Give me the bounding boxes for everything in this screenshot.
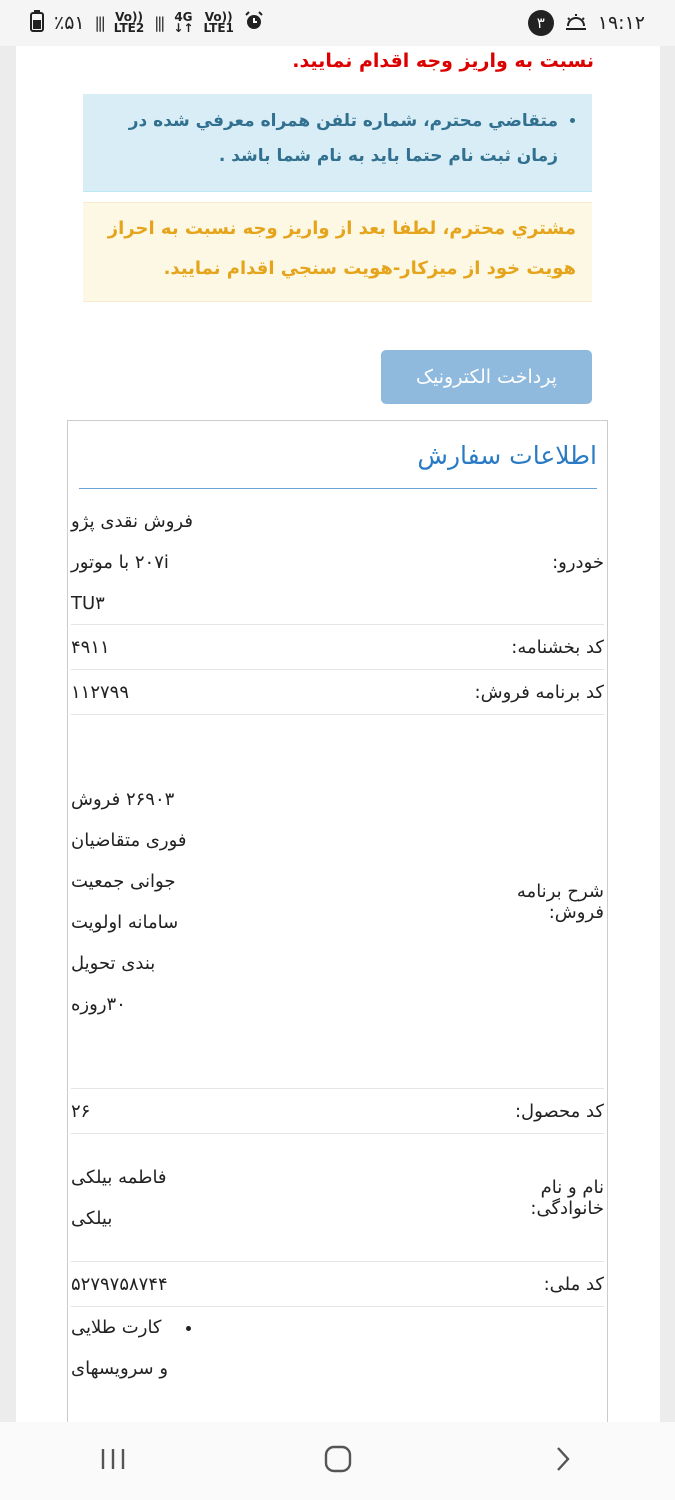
info-alert xyxy=(83,94,592,192)
row-value: فاطمه بیلکی بیلکی xyxy=(71,1166,167,1229)
info-alert-list xyxy=(99,104,576,174)
title-divider xyxy=(79,488,597,489)
table-row-full-name xyxy=(71,1134,604,1262)
back-button[interactable] xyxy=(523,1431,603,1491)
page-content xyxy=(16,46,660,1422)
sim2-label: Vo)) LTE2 xyxy=(113,10,145,35)
row-label: نام و نام خانوادگی: xyxy=(530,1176,604,1219)
recent-apps-button[interactable] xyxy=(73,1431,153,1491)
deposit-notice: نسبت به واريز وجه اقدام نماييد. xyxy=(292,50,594,72)
row-value: فروش نقدی پژو ۲۰۷i با موتور TU۳ xyxy=(71,511,193,614)
recent-apps-icon xyxy=(99,1447,127,1475)
row-value: ۲۶۹۰۳ فروش فوری متقاضیان جوانی جمعیت سامانه اولویت بندی تحویل ۳۰روزه xyxy=(71,788,187,1015)
table-row-product-code xyxy=(71,1089,604,1134)
status-bar xyxy=(0,0,675,46)
order-info-panel xyxy=(67,420,608,1422)
table-row-sales-program-desc xyxy=(71,715,604,1089)
row-label: کد بخشنامه: xyxy=(511,636,604,658)
row-value: ۱۱۲۷۹۹ xyxy=(71,681,130,703)
table-row-car xyxy=(71,501,604,625)
row-label: کد برنامه فروش: xyxy=(474,681,604,703)
notification-badge: ۳ xyxy=(528,10,554,36)
home-icon xyxy=(324,1445,352,1477)
status-time: ۱۹:۱۲ xyxy=(597,12,645,34)
navigation-bar xyxy=(0,1422,675,1500)
status-right xyxy=(528,10,645,36)
warning-alert: مشتري محترم، لطفا بعد از واريز وجه نسبت به احراز هويت خود از ميزكار-هويت سنجي اقدام نماييد. xyxy=(83,202,592,302)
table-row-circular-code xyxy=(71,625,604,670)
table-row-national-code xyxy=(71,1262,604,1307)
signal-icon-sim1: ||| xyxy=(154,14,164,32)
row-label: خودرو: xyxy=(552,552,604,573)
battery-percent: ٪۵۱ xyxy=(54,12,85,34)
electronic-payment-button[interactable]: پرداخت الکترونیک xyxy=(381,350,592,404)
table-row-services xyxy=(71,1307,604,1422)
row-label: کد محصول: xyxy=(514,1100,604,1122)
row-label: کد ملی: xyxy=(543,1273,604,1295)
signal-icon-sim2: ||| xyxy=(94,14,104,32)
row-value: ۴۹۱۱ xyxy=(71,636,110,658)
row-value xyxy=(71,1307,196,1389)
weather-icon xyxy=(564,12,588,35)
info-alert-item: • متقاضي محترم، شماره تلفن همراه معرفي شده در زمان ثبت نام حتما بايد به نام شما باشد . xyxy=(99,104,558,174)
row-value: ۵۲۷۹۷۵۸۷۴۴ xyxy=(71,1273,168,1295)
alarm-icon xyxy=(244,11,264,36)
sim1-label: Vo)) LTE1 xyxy=(203,10,234,35)
status-left xyxy=(30,10,264,37)
order-info-table xyxy=(71,501,604,1422)
network-type: 4G ↓↑ xyxy=(173,10,194,35)
order-info-title: اطلاعات سفارش xyxy=(417,441,597,470)
chevron-right-icon xyxy=(553,1445,573,1477)
list-item: • کارت طلایی و سرویسهای xyxy=(71,1307,174,1389)
table-row-sales-program-code xyxy=(71,670,604,715)
battery-icon xyxy=(30,10,44,37)
services-list xyxy=(71,1307,196,1389)
home-button[interactable] xyxy=(298,1431,378,1491)
row-value: ۲۶ xyxy=(71,1100,91,1122)
row-label: شرح برنامه فروش: xyxy=(516,880,604,923)
